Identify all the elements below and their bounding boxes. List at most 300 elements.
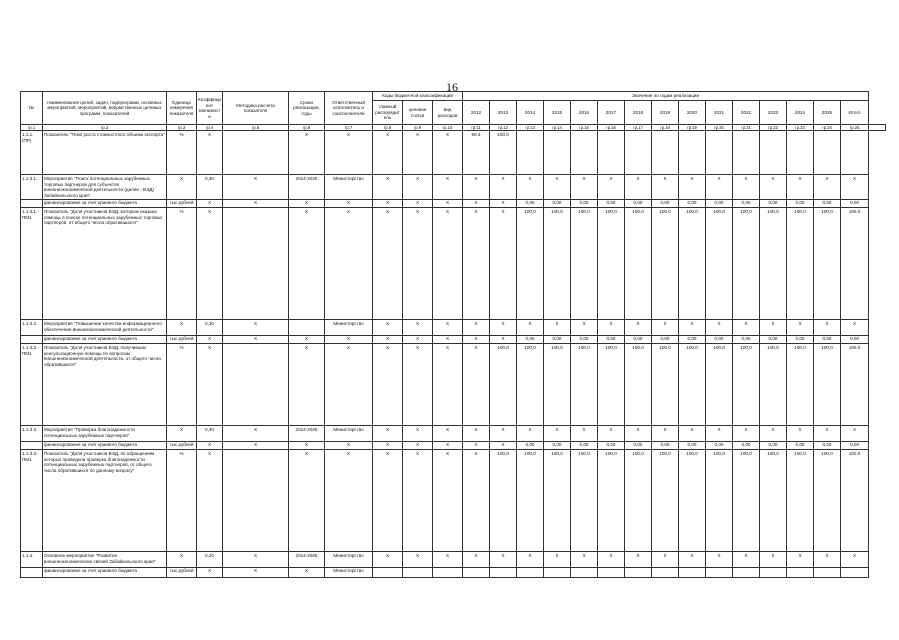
table-row (21, 320, 886, 336)
row-year-value (760, 568, 787, 578)
row-year-value: X (571, 320, 598, 336)
row-code: X (433, 344, 463, 426)
header-name: Наименования целей, задач, подпрограмм, основных мероприятий, мероприятий, ведомственных целевых программ, показателей (43, 92, 167, 125)
header-term: Сроки реализации, годы (289, 92, 325, 125)
table-row (21, 426, 886, 442)
row-code: X (433, 131, 463, 175)
header-year: 2022 (733, 101, 760, 125)
row-year-value: 0,00 (571, 200, 598, 208)
row-year-value: 100,0 (679, 450, 706, 552)
row-year-value: X (625, 552, 652, 568)
row-total: X (841, 320, 869, 336)
row-name: Показатель "Доля участников ВЭД, по обращениям которых проведена проверка благонадежности потенциальных зарубежных партнеров, от общего числа обратившихся по данному вопросу" (43, 450, 167, 552)
row-responsible: X (325, 344, 373, 426)
row-method (223, 344, 289, 426)
row-year-value: 96,4 (463, 131, 490, 175)
row-code: X (403, 344, 433, 426)
row-unit: X (167, 320, 197, 336)
row-year-value: 100,0 (544, 208, 571, 320)
row-year-value: 100,0 (625, 344, 652, 426)
row-code: X (373, 552, 403, 568)
row-year-value: 0,00 (517, 442, 544, 450)
row-total: 0,00 (841, 336, 869, 344)
funding-row (21, 200, 886, 208)
row-coefficient: 0,40 (197, 426, 223, 442)
row-year-value: X (760, 175, 787, 200)
row-responsible: X (325, 200, 373, 208)
row-name: Мероприятие "Проверка благонадежности потенциальных зарубежных партнеров" (43, 426, 167, 442)
row-year-value: 0,00 (625, 200, 652, 208)
header-year: 2023 (760, 101, 787, 125)
table-body (21, 131, 886, 578)
row-method: X (223, 426, 289, 442)
row-year-value: 100,0 (490, 131, 517, 175)
row-year-value: X (814, 320, 841, 336)
row-number (21, 200, 43, 208)
row-year-value (652, 131, 679, 175)
row-year-value (544, 131, 571, 175)
row-responsible: Министерство (325, 568, 373, 578)
row-year-value: 0,00 (787, 336, 814, 344)
row-year-value: 100,0 (517, 208, 544, 320)
row-code (433, 568, 463, 578)
row-year-value: 100,0 (787, 450, 814, 552)
row-year-value: 100,0 (544, 450, 571, 552)
row-year-value (544, 568, 571, 578)
row-year-value (679, 131, 706, 175)
row-year-value: X (490, 320, 517, 336)
row-total: X (841, 175, 869, 200)
row-year-value: 0,00 (652, 336, 679, 344)
row-coefficient: 0,20 (197, 552, 223, 568)
row-name: финансирование за счет краевого бюджета (43, 568, 167, 578)
row-year-value: X (814, 175, 841, 200)
row-year-value: 100,0 (652, 208, 679, 320)
row-method: X (223, 175, 289, 200)
row-unit: X (167, 175, 197, 200)
row-code: X (373, 200, 403, 208)
row-code: X (433, 175, 463, 200)
column-number: гр.6 (289, 125, 325, 131)
row-year-value: 0,00 (544, 200, 571, 208)
column-number (869, 125, 886, 131)
row-code (373, 568, 403, 578)
row-year-value (625, 568, 652, 578)
row-year-value: X (598, 320, 625, 336)
row-name: Показатель "Темп роста стоимостного объема экспорта" (43, 131, 167, 175)
row-year-value: 0,00 (625, 336, 652, 344)
row-code: X (373, 426, 403, 442)
column-number: гр.16 (598, 125, 625, 131)
column-number: гр.13 (517, 125, 544, 131)
row-year-value (679, 568, 706, 578)
row-coefficient: X (197, 200, 223, 208)
row-year-value: X (490, 442, 517, 450)
row-year-value: X (544, 320, 571, 336)
column-number: гр.21 (733, 125, 760, 131)
column-number: гр.9 (403, 125, 433, 131)
row-code: X (433, 320, 463, 336)
column-number: гр.25 (841, 125, 869, 131)
header-code-sub: целевая статья (403, 101, 433, 125)
row-year-value: 100,0 (571, 450, 598, 552)
row-year-value: X (625, 426, 652, 442)
header-year: 2012 (463, 101, 490, 125)
row-code: X (403, 131, 433, 175)
row-year-value: 100,0 (679, 344, 706, 426)
row-number: 1.1.3.1. (21, 175, 43, 200)
row-unit: тыс.рублей (167, 336, 197, 344)
row-year-value: 0,00 (760, 200, 787, 208)
row-year-value: X (544, 552, 571, 568)
row-year-value: 100,0 (517, 450, 544, 552)
row-year-value (814, 568, 841, 578)
row-method: X (223, 320, 289, 336)
row-year-value: 100,0 (760, 208, 787, 320)
row-year-value (490, 568, 517, 578)
row-year-value: X (814, 552, 841, 568)
row-year-value: X (463, 552, 490, 568)
row-year-value (571, 131, 598, 175)
row-responsible: X (325, 336, 373, 344)
row-responsible: X (325, 131, 373, 175)
row-year-value: 0,00 (517, 200, 544, 208)
row-year-value: 0,00 (679, 336, 706, 344)
row-code: X (403, 320, 433, 336)
row-method (223, 131, 289, 175)
row-code: X (433, 208, 463, 320)
row-year-value (760, 131, 787, 175)
row-name: финансирование за счет краевого бюджета (43, 442, 167, 450)
row-year-value (463, 568, 490, 578)
row-year-value: 100,0 (814, 450, 841, 552)
row-term: X (289, 442, 325, 450)
row-unit: % (167, 450, 197, 552)
row-year-value: 0,00 (571, 442, 598, 450)
column-number: гр.4 (197, 125, 223, 131)
column-number: гр.20 (706, 125, 733, 131)
row-year-value: 0,00 (787, 200, 814, 208)
row-code: X (403, 552, 433, 568)
row-code: X (403, 200, 433, 208)
header-year: 2014 (517, 101, 544, 125)
funding-row (21, 336, 886, 344)
table-row (21, 450, 886, 552)
column-number: гр.22 (760, 125, 787, 131)
row-year-value (598, 131, 625, 175)
funding-row (21, 568, 886, 578)
table-row (21, 552, 886, 568)
row-year-value: 100,0 (598, 344, 625, 426)
row-number (21, 336, 43, 344)
row-year-value: 100,0 (787, 208, 814, 320)
row-code: X (373, 131, 403, 175)
row-number: 1.1.3.3.- ПМ1 (21, 450, 43, 552)
row-year-value: X (463, 200, 490, 208)
row-method: X (223, 442, 289, 450)
row-year-value: 0,00 (679, 200, 706, 208)
row-code: X (373, 450, 403, 552)
row-method (223, 208, 289, 320)
row-year-value: 0,00 (517, 336, 544, 344)
column-number: гр.24 (814, 125, 841, 131)
header-year: 2013 (490, 101, 517, 125)
row-code: X (433, 336, 463, 344)
row-year-value: X (625, 320, 652, 336)
header-code-sub: главный распорядитель (373, 101, 403, 125)
header-unit: Единица измерения показателя (167, 92, 197, 125)
row-year-value: X (733, 426, 760, 442)
row-code: X (403, 450, 433, 552)
row-year-value: X (706, 426, 733, 442)
column-number: гр.10 (433, 125, 463, 131)
row-year-value: X (787, 320, 814, 336)
row-total (841, 131, 869, 175)
column-number: гр.8 (373, 125, 403, 131)
row-unit: тыс.рублей (167, 442, 197, 450)
column-number: гр.5 (223, 125, 289, 131)
row-year-value: X (733, 552, 760, 568)
header-year: 2025 (814, 101, 841, 125)
column-number: гр.14 (544, 125, 571, 131)
column-number: гр.2 (43, 125, 167, 131)
row-number: 1.1.3.2. (21, 320, 43, 336)
row-year-value: X (814, 426, 841, 442)
row-year-value: 100,0 (490, 450, 517, 552)
row-year-value (706, 131, 733, 175)
row-name: финансирование за счет краевого бюджета (43, 200, 167, 208)
row-method: X (223, 568, 289, 578)
row-year-value: X (517, 175, 544, 200)
row-year-value: X (652, 320, 679, 336)
row-year-value (706, 568, 733, 578)
row-year-value: 100,0 (787, 344, 814, 426)
row-year-value: 0,00 (787, 442, 814, 450)
column-number: гр.12 (490, 125, 517, 131)
row-year-value: 0,00 (814, 336, 841, 344)
row-term: 2014-2025 (289, 426, 325, 442)
row-year-value: 100,0 (679, 208, 706, 320)
row-year-value: 0,00 (598, 442, 625, 450)
row-term (289, 320, 325, 336)
row-year-value (571, 568, 598, 578)
row-year-value (787, 131, 814, 175)
row-year-value: X (571, 426, 598, 442)
row-total (841, 568, 869, 578)
row-coefficient: X (197, 344, 223, 426)
row-code: X (373, 442, 403, 450)
row-number: 1.1.1. (ПР) (21, 131, 43, 175)
row-number: 1.1.3.1.- ПМ1 (21, 208, 43, 320)
row-responsible: Министерство (325, 552, 373, 568)
row-year-value: 0,00 (760, 442, 787, 450)
column-number: гр.3 (167, 125, 197, 131)
row-term: X (289, 344, 325, 426)
row-code (403, 568, 433, 578)
row-year-value: X (787, 552, 814, 568)
column-number: гр.11 (463, 125, 490, 131)
column-number: гр.1 (21, 125, 43, 131)
row-year-value: X (463, 442, 490, 450)
row-code: X (433, 200, 463, 208)
row-unit: % (167, 208, 197, 320)
header-year: 2020 (679, 101, 706, 125)
row-total: X (841, 426, 869, 442)
row-year-value: X (706, 175, 733, 200)
row-year-value (733, 568, 760, 578)
row-year-value: 0,00 (706, 336, 733, 344)
row-responsible: X (325, 450, 373, 552)
header-coef: Коэффициент значимости (197, 92, 223, 125)
row-year-value: X (598, 426, 625, 442)
row-year-value: 0,00 (625, 442, 652, 450)
row-responsible: X (325, 208, 373, 320)
row-name: Показатель "Доля участников ВЭД, которым оказана помощь в поиске потенциальных зарубежных торговых партнеров, от общего числа обратившихся" (43, 208, 167, 320)
table-row (21, 208, 886, 320)
row-year-value: 0,00 (544, 336, 571, 344)
table-row (21, 131, 886, 175)
header-year: 2019 (652, 101, 679, 125)
header-year: 2016 (571, 101, 598, 125)
row-responsible: Министерство (325, 426, 373, 442)
row-year-value: 100,0 (733, 344, 760, 426)
row-year-value: X (760, 426, 787, 442)
row-code: X (433, 442, 463, 450)
row-code: X (403, 208, 433, 320)
row-name: Мероприятие "Поиск потенциальных зарубежных торговых партнеров для субъектов внешнеэкономической деятельности (далее - ВЭД) Забайкальского края" (43, 175, 167, 200)
document-sheet (20, 91, 886, 578)
row-unit: X (167, 552, 197, 568)
row-year-value: 0,00 (733, 442, 760, 450)
row-coefficient: 0,30 (197, 320, 223, 336)
row-year-value: 100,0 (571, 208, 598, 320)
row-year-value: 100,0 (814, 344, 841, 426)
row-name: Показатель "Доля участников ВЭД, получивших консультационную помощь по вопросам внешнеэкономической деятельности, от общего числа обратившихся" (43, 344, 167, 426)
row-year-value: 0,00 (544, 442, 571, 450)
row-year-value: X (652, 552, 679, 568)
row-year-value (598, 568, 625, 578)
row-method: X (223, 552, 289, 568)
row-year-value: X (544, 175, 571, 200)
row-responsible: X (325, 442, 373, 450)
row-method: X (223, 336, 289, 344)
row-term: X (289, 336, 325, 344)
header-year: 2017 (598, 101, 625, 125)
row-year-value: 100,0 (733, 450, 760, 552)
header-year: 2015 (544, 101, 571, 125)
row-year-value: 0,00 (733, 336, 760, 344)
row-code: X (373, 175, 403, 200)
row-number: 1.1.3.2.- ПМ1 (21, 344, 43, 426)
page-number: 16 (446, 80, 458, 94)
row-term: 2014-2025 (289, 175, 325, 200)
row-year-value (652, 568, 679, 578)
column-number: гр.7 (325, 125, 373, 131)
row-year-value: X (598, 552, 625, 568)
row-code: X (373, 208, 403, 320)
row-coefficient: X (197, 568, 223, 578)
row-year-value: 100,0 (490, 344, 517, 426)
row-year-value: 100,0 (571, 344, 598, 426)
row-year-value: 0,00 (571, 336, 598, 344)
row-year-value: X (463, 208, 490, 320)
column-number: гр.18 (652, 125, 679, 131)
row-year-value: X (679, 552, 706, 568)
column-number: гр.19 (679, 125, 706, 131)
header-year: 2018 (625, 101, 652, 125)
row-year-value: 0,00 (652, 200, 679, 208)
row-year-value: 0,00 (652, 442, 679, 450)
column-number: гр.15 (571, 125, 598, 131)
row-year-value: X (787, 175, 814, 200)
row-unit: % (167, 344, 197, 426)
row-number (21, 568, 43, 578)
row-year-value: X (463, 344, 490, 426)
row-year-value (517, 131, 544, 175)
column-number: гр.17 (625, 125, 652, 131)
header-responsible: Ответственный исполнитель и соисполнители (325, 92, 373, 125)
row-year-value: X (706, 320, 733, 336)
program-table (20, 91, 886, 578)
row-code: X (433, 552, 463, 568)
row-coefficient: 0,30 (197, 175, 223, 200)
header-values: Значения по годам реализации (463, 92, 869, 101)
row-code: X (403, 175, 433, 200)
row-total: 100,0 (841, 344, 869, 426)
row-name: Мероприятие "Повышение качества информационного обеспечения внешнеэкономической деятельности" (43, 320, 167, 336)
row-year-value: X (652, 426, 679, 442)
row-year-value: 100,0 (598, 450, 625, 552)
row-total: 100,0 (841, 208, 869, 320)
table-row (21, 175, 886, 200)
row-year-value: 100,0 (517, 344, 544, 426)
row-year-value (517, 568, 544, 578)
row-year-value: 100,0 (706, 450, 733, 552)
row-year-value: 100,0 (652, 344, 679, 426)
row-coefficient: X (197, 131, 223, 175)
header-method: Методика расчета показателя (223, 92, 289, 125)
row-year-value: X (490, 552, 517, 568)
row-code: X (373, 336, 403, 344)
row-year-value: X (463, 336, 490, 344)
row-total: 0,00 (841, 200, 869, 208)
table-header (21, 92, 886, 131)
row-year-value: 0,00 (598, 336, 625, 344)
row-year-value: X (679, 426, 706, 442)
row-year-value: X (679, 175, 706, 200)
row-term: X (289, 568, 325, 578)
header-no: № (21, 92, 43, 125)
row-year-value: 0,00 (706, 442, 733, 450)
header-year: 2024 (787, 101, 814, 125)
header-codes: Коды бюджетной классификации (373, 92, 463, 101)
row-year-value: 100,0 (814, 208, 841, 320)
row-year-value: X (652, 175, 679, 200)
row-total: 100,0 (841, 450, 869, 552)
row-year-value: X (706, 552, 733, 568)
funding-row (21, 442, 886, 450)
row-name: Основное мероприятие "Развитие внешнеэкономических связей Забайкальского края" (43, 552, 167, 568)
row-year-value: 100,0 (760, 450, 787, 552)
row-year-value: 100,0 (598, 208, 625, 320)
row-coefficient: X (197, 450, 223, 552)
row-method: X (223, 200, 289, 208)
table-row (21, 344, 886, 426)
row-coefficient: X (197, 336, 223, 344)
row-term: 2014-2025 (289, 552, 325, 568)
column-number: гр.23 (787, 125, 814, 131)
header-year: 2021 (706, 101, 733, 125)
